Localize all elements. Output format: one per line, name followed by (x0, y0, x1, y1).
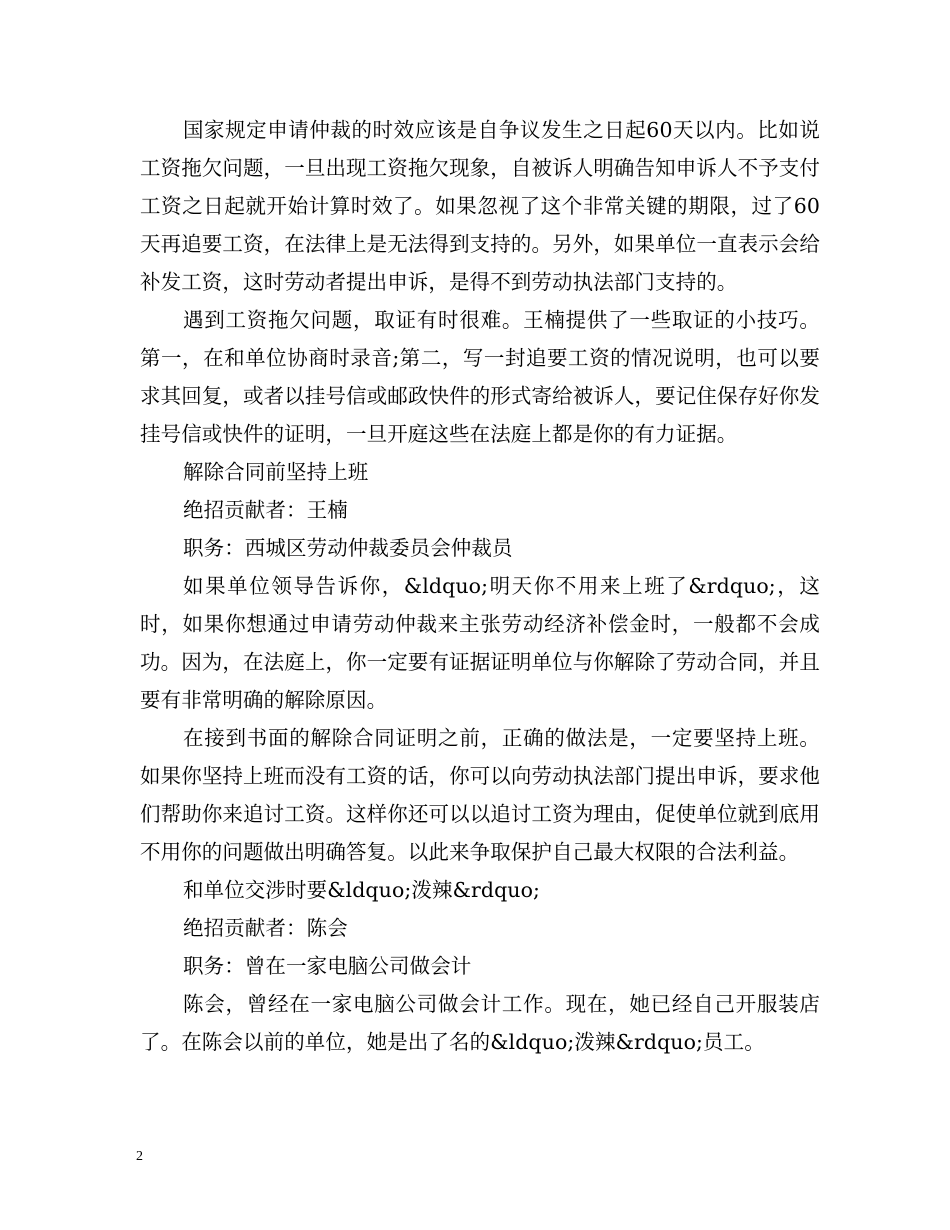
position-line-chen-hui: 职务：曾在一家电脑公司做会计 (183, 954, 472, 978)
section-heading-keep-working: 解除合同前坚持上班 (183, 460, 369, 484)
section-heading-be-assertive: 和单位交涉时要&ldquo;泼辣&rdquo; (183, 878, 541, 902)
paragraph-verbal-dismissal: 如果单位领导告诉你，&ldquo;明天你不用来上班了&rdquo;，这时，如果你想通过申请劳动仲裁来主张劳动经济补偿金时，一般都不会成功。因为，在法庭上，你一定要有证据证明单位与你解除了劳动合同，并且要有非常明确的解除原因。 (140, 574, 820, 712)
paragraph-statute-of-limitations: 国家规定申请仲裁的时效应该是自争议发生之日起60天以内。比如说工资拖欠问题，一旦出现工资拖欠现象，自被诉人明确告知申诉人不予支付工资之日起就开始计算时效了。如果忽视了这个非常关键的期限，过了60天再追要工资，在法律上是无法得到支持的。另外，如果单位一直表示会给补发工资，这时劳动者提出申诉，是得不到劳动执法部门支持的。 (140, 118, 820, 294)
paragraph-evidence-tips: 遇到工资拖欠问题，取证有时很难。王楠提供了一些取证的小技巧。第一，在和单位协商时录音;第二，写一封追要工资的情况说明，也可以要求其回复，或者以挂号信或邮政快件的形式寄给被诉人，要记住保存好你发挂号信或快件的证明，一旦开庭这些在法庭上都是你的有力证据。 (140, 308, 820, 446)
paragraph-keep-working-advice: 在接到书面的解除合同证明之前，正确的做法是，一定要坚持上班。如果你坚持上班而没有工资的话，你可以向劳动执法部门提出申诉，要求他们帮助你来追讨工资。这样你还可以以追讨工资为理由，促使单位就到底用不用你的问题做出明确答复。以此来争取保护自己最大权限的合法利益。 (140, 726, 820, 864)
document-body (140, 111, 820, 1061)
contributor-line-chen-hui: 绝招贡献者：陈会 (183, 916, 348, 940)
paragraph-chen-hui-story: 陈会，曾经在一家电脑公司做会计工作。现在，她已经自己开服装店了。在陈会以前的单位，她是出了名的&ldquo;泼辣&rdquo;员工。 (140, 992, 820, 1054)
contributor-line-wang-nan: 绝招贡献者：王楠 (183, 498, 348, 522)
page-number: 2 (136, 1149, 143, 1164)
position-line-wang-nan: 职务：西城区劳动仲裁委员会仲裁员 (183, 536, 513, 560)
